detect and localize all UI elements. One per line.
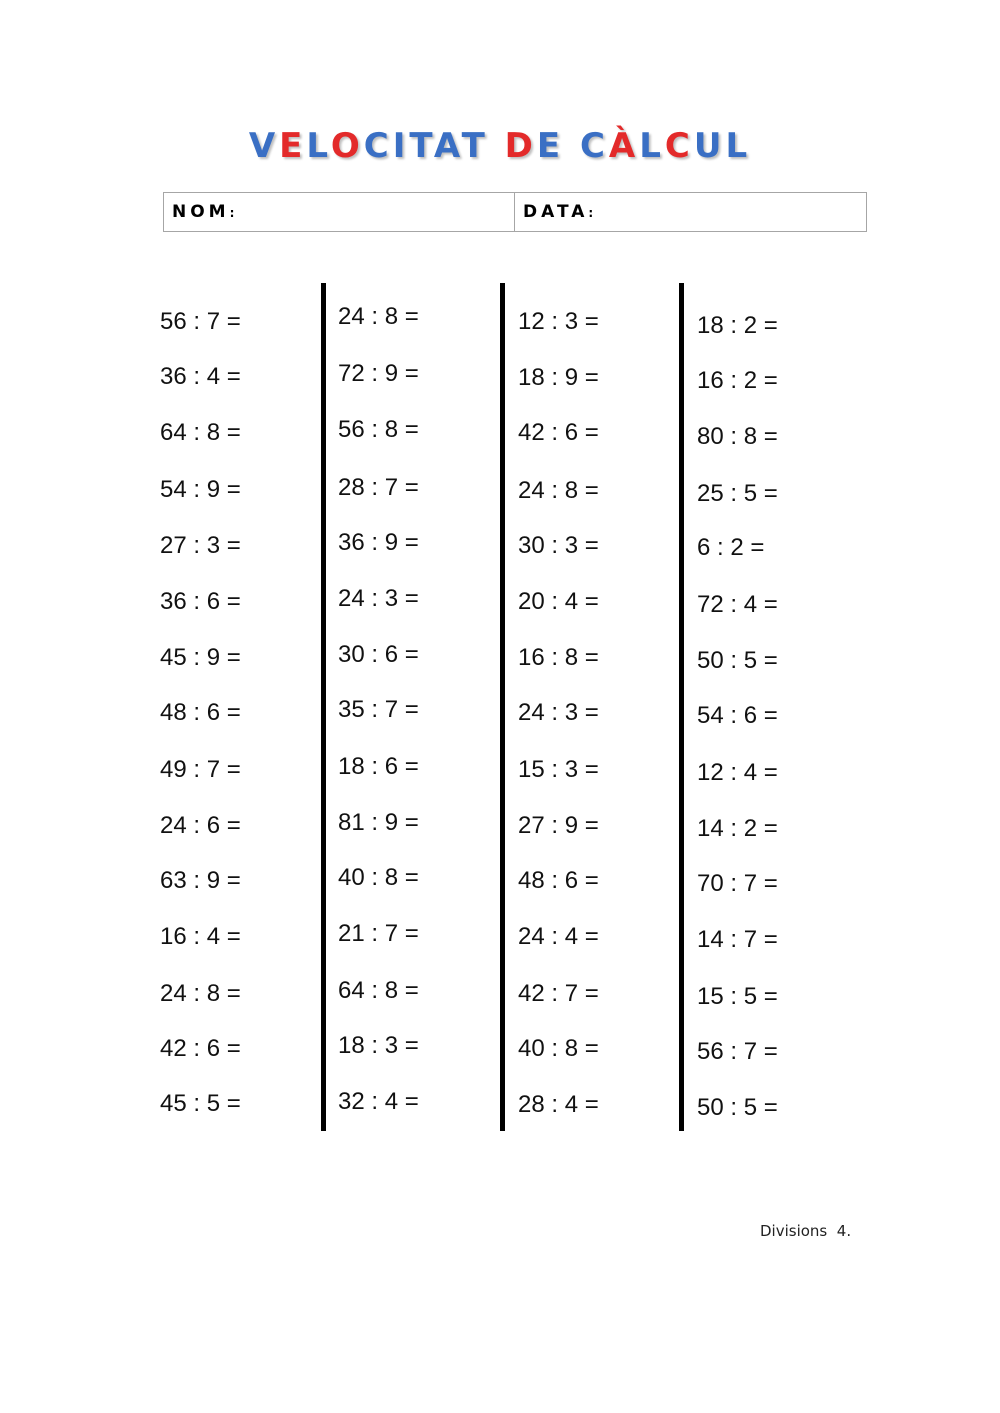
- division-exercise: 35 : 7 =: [338, 696, 419, 723]
- division-exercise: 24 : 3 =: [338, 585, 419, 612]
- division-exercise: 20 : 4 =: [518, 588, 599, 615]
- title-letter: V: [248, 126, 280, 166]
- column-divider-1: [321, 283, 326, 1131]
- division-exercise: 56 : 8 =: [338, 416, 419, 443]
- title-letter: E: [279, 126, 307, 166]
- division-exercise: 48 : 6 =: [160, 699, 241, 726]
- title-letter: À: [608, 126, 640, 166]
- division-exercise: 72 : 4 =: [697, 591, 778, 618]
- division-exercise: 27 : 3 =: [160, 532, 241, 559]
- division-exercise: 80 : 8 =: [697, 423, 778, 450]
- division-exercise: 70 : 7 =: [697, 870, 778, 897]
- division-exercise: 36 : 6 =: [160, 588, 241, 615]
- division-exercise: 36 : 9 =: [338, 529, 419, 556]
- division-exercise: 27 : 9 =: [518, 812, 599, 839]
- division-exercise: 28 : 7 =: [338, 474, 419, 501]
- division-exercise: 14 : 7 =: [697, 926, 778, 953]
- division-exercise: 64 : 8 =: [338, 977, 419, 1004]
- date-label-colon: :: [588, 206, 594, 220]
- division-exercise: 42 : 6 =: [518, 419, 599, 446]
- division-exercise: 15 : 3 =: [518, 756, 599, 783]
- name-label: NOM: [172, 202, 230, 222]
- title-letter: C: [579, 126, 609, 166]
- division-exercise: 63 : 9 =: [160, 867, 241, 894]
- division-exercise: 45 : 5 =: [160, 1090, 241, 1117]
- division-exercise: 18 : 3 =: [338, 1032, 419, 1059]
- division-exercise: 54 : 6 =: [697, 702, 778, 729]
- division-exercise: 32 : 4 =: [338, 1088, 419, 1115]
- division-exercise: 56 : 7 =: [160, 308, 241, 335]
- division-exercise: 12 : 4 =: [697, 759, 778, 786]
- division-exercise: 28 : 4 =: [518, 1091, 599, 1118]
- title-letter: C: [664, 126, 694, 166]
- title-letter: O: [330, 126, 364, 166]
- division-exercise: 50 : 5 =: [697, 647, 778, 674]
- column-divider-2: [500, 283, 505, 1131]
- division-exercise: 40 : 8 =: [338, 864, 419, 891]
- division-exercise: 56 : 7 =: [697, 1038, 778, 1065]
- division-exercise: 64 : 8 =: [160, 419, 241, 446]
- page-title: [0, 126, 1000, 166]
- division-exercise: 18 : 6 =: [338, 753, 419, 780]
- division-exercise: 24 : 8 =: [338, 303, 419, 330]
- name-label-colon: :: [229, 206, 235, 220]
- division-exercise: 30 : 3 =: [518, 532, 599, 559]
- date-field[interactable]: [515, 193, 866, 231]
- division-exercise: 50 : 5 =: [697, 1094, 778, 1121]
- date-label: DATA: [523, 202, 589, 222]
- title-letter: T: [409, 126, 434, 166]
- division-exercise: 48 : 6 =: [518, 867, 599, 894]
- division-exercise: 24 : 4 =: [518, 923, 599, 950]
- division-exercise: 42 : 6 =: [160, 1035, 241, 1062]
- division-exercise: 81 : 9 =: [338, 809, 419, 836]
- title-letter: C: [363, 126, 393, 166]
- division-exercise: 16 : 4 =: [160, 923, 241, 950]
- division-exercise: 25 : 5 =: [697, 480, 778, 507]
- student-info-box: [163, 192, 867, 232]
- title-letter: L: [306, 126, 331, 166]
- title-letter: E: [536, 126, 565, 166]
- title-letter: L: [639, 126, 665, 166]
- title-letter: [489, 126, 505, 166]
- division-exercise: 42 : 7 =: [518, 980, 599, 1007]
- title-letter: D: [504, 126, 537, 166]
- column-divider-3: [679, 283, 684, 1131]
- division-exercise: 6 : 2 =: [697, 534, 765, 561]
- title-letter: [564, 126, 580, 166]
- division-exercise: 24 : 6 =: [160, 812, 241, 839]
- division-exercise: 36 : 4 =: [160, 363, 241, 390]
- division-exercise: 15 : 5 =: [697, 983, 778, 1010]
- title-letter: U: [693, 126, 726, 166]
- division-exercise: 24 : 8 =: [160, 980, 241, 1007]
- division-exercise: 14 : 2 =: [697, 815, 778, 842]
- division-exercise: 54 : 9 =: [160, 476, 241, 503]
- division-exercise: 24 : 8 =: [518, 477, 599, 504]
- worksheet-footer: Divisions 4.: [760, 1222, 852, 1240]
- title-letter: I: [392, 126, 410, 166]
- title-letter: L: [725, 126, 752, 166]
- division-exercise: 18 : 2 =: [697, 312, 778, 339]
- division-exercise: 40 : 8 =: [518, 1035, 599, 1062]
- division-exercise: 16 : 8 =: [518, 644, 599, 671]
- division-exercise: 18 : 9 =: [518, 364, 599, 391]
- division-exercise: 30 : 6 =: [338, 641, 419, 668]
- division-exercise: 72 : 9 =: [338, 360, 419, 387]
- division-exercise: 45 : 9 =: [160, 644, 241, 671]
- title-letter: T: [461, 126, 489, 166]
- division-exercise: 16 : 2 =: [697, 367, 778, 394]
- division-exercise: 21 : 7 =: [338, 920, 419, 947]
- name-field[interactable]: [164, 193, 515, 231]
- title-letter: A: [433, 126, 462, 166]
- division-exercise: 12 : 3 =: [518, 308, 599, 335]
- division-exercise: 24 : 3 =: [518, 699, 599, 726]
- division-exercise: 49 : 7 =: [160, 756, 241, 783]
